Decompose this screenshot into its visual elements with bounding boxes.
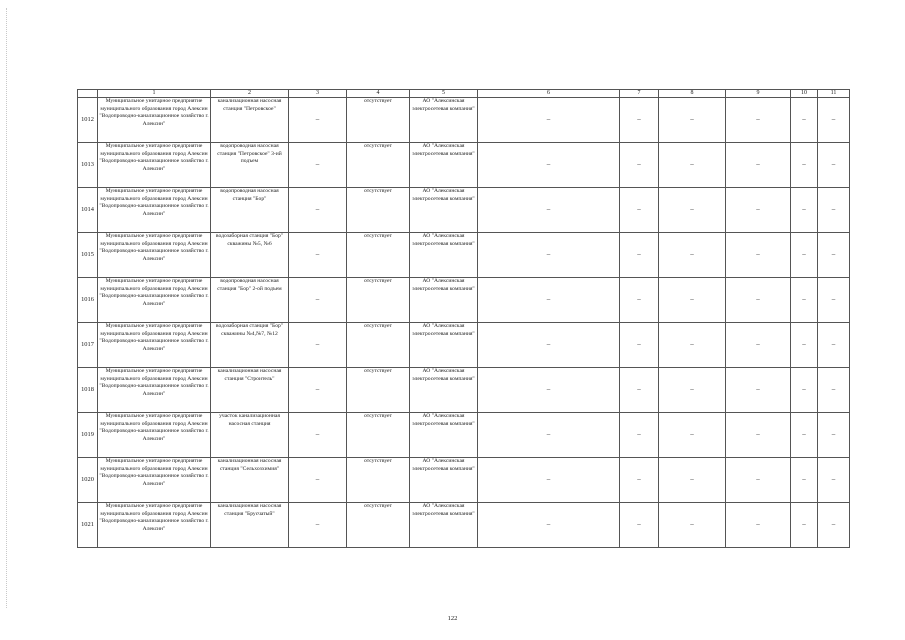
col3-cell: – xyxy=(289,233,347,278)
header-cell: 4 xyxy=(347,90,410,98)
col8-cell: – xyxy=(659,323,726,368)
col6-cell: – xyxy=(478,98,620,143)
organization-cell: Муниципальное унитарное предприятие муниципального образования город Алексин "Водопроводно-канализационное хозяйство г. Алексин" xyxy=(98,368,211,413)
col10-cell: – xyxy=(791,368,818,413)
col4-cell: отсутствует xyxy=(347,143,410,188)
row-number: 1016 xyxy=(78,278,98,323)
col10-cell: – xyxy=(791,503,818,548)
col6-cell: – xyxy=(478,188,620,233)
object-cell: водозаборная станция "Бор" скважины №5, №6 xyxy=(211,233,289,278)
col8-cell: – xyxy=(659,143,726,188)
col7-cell: – xyxy=(620,413,659,458)
col3-cell: – xyxy=(289,458,347,503)
col9-cell: – xyxy=(726,368,791,413)
col3-cell: – xyxy=(289,503,347,548)
col11-cell: – xyxy=(818,278,850,323)
object-cell: водопроводная насосная станция "Петровское" 3-ий подъем xyxy=(211,143,289,188)
supplier-cell: АО "Алексинская электросетевая компания" xyxy=(410,233,478,278)
header-cell: 7 xyxy=(620,90,659,98)
col11-cell: – xyxy=(818,458,850,503)
row-number: 1012 xyxy=(78,98,98,143)
organization-cell: Муниципальное унитарное предприятие муниципального образования город Алексин "Водопроводно-канализационное хозяйство г. Алексин" xyxy=(98,503,211,548)
supplier-cell: АО "Алексинская электросетевая компания" xyxy=(410,188,478,233)
col10-cell: – xyxy=(791,98,818,143)
supplier-cell: АО "Алексинская электросетевая компания" xyxy=(410,98,478,143)
table-header-row xyxy=(78,90,850,98)
header-cell: 11 xyxy=(818,90,850,98)
table-row xyxy=(78,98,850,143)
col3-cell: – xyxy=(289,188,347,233)
table-row xyxy=(78,368,850,413)
col8-cell: – xyxy=(659,233,726,278)
organization-cell: Муниципальное унитарное предприятие муниципального образования город Алексин "Водопроводно-канализационное хозяйство г. Алексин" xyxy=(98,188,211,233)
col11-cell: – xyxy=(818,98,850,143)
col4-cell: отсутствует xyxy=(347,278,410,323)
col6-cell: – xyxy=(478,413,620,458)
col8-cell: – xyxy=(659,413,726,458)
row-number: 1014 xyxy=(78,188,98,233)
object-cell: канализационная насосная станция "Сельхозхимия" xyxy=(211,458,289,503)
header-cell-blank xyxy=(78,90,98,98)
organization-cell: Муниципальное унитарное предприятие муниципального образования город Алексин "Водопроводно-канализационное хозяйство г. Алексин" xyxy=(98,143,211,188)
col3-cell: – xyxy=(289,143,347,188)
organization-cell: Муниципальное унитарное предприятие муниципального образования город Алексин "Водопроводно-канализационное хозяйство г. Алексин" xyxy=(98,233,211,278)
col4-cell: отсутствует xyxy=(347,368,410,413)
col7-cell: – xyxy=(620,188,659,233)
supplier-cell: АО "Алексинская электросетевая компания" xyxy=(410,278,478,323)
table-row xyxy=(78,413,850,458)
supplier-cell: АО "Алексинская электросетевая компания" xyxy=(410,368,478,413)
col9-cell: – xyxy=(726,98,791,143)
col9-cell: – xyxy=(726,323,791,368)
table-row xyxy=(78,458,850,503)
col11-cell: – xyxy=(818,368,850,413)
col11-cell: – xyxy=(818,143,850,188)
col4-cell: отсутствует xyxy=(347,323,410,368)
col10-cell: – xyxy=(791,278,818,323)
col7-cell: – xyxy=(620,458,659,503)
row-number: 1020 xyxy=(78,458,98,503)
header-cell: 2 xyxy=(211,90,289,98)
object-cell: канализационная насосная станция "Брусчатый" xyxy=(211,503,289,548)
object-cell: канализационная насосная станция "Строитель" xyxy=(211,368,289,413)
col10-cell: – xyxy=(791,458,818,503)
table-row xyxy=(78,323,850,368)
organization-cell: Муниципальное унитарное предприятие муниципального образования город Алексин "Водопроводно-канализационное хозяйство г. Алексин" xyxy=(98,413,211,458)
col9-cell: – xyxy=(726,278,791,323)
col8-cell: – xyxy=(659,278,726,323)
supplier-cell: АО "Алексинская электросетевая компания" xyxy=(410,323,478,368)
col7-cell: – xyxy=(620,143,659,188)
col9-cell: – xyxy=(726,503,791,548)
col4-cell: отсутствует xyxy=(347,188,410,233)
organization-cell: Муниципальное унитарное предприятие муниципального образования город Алексин "Водопроводно-канализационное хозяйство г. Алексин" xyxy=(98,98,211,143)
col11-cell: – xyxy=(818,188,850,233)
col4-cell: отсутствует xyxy=(347,413,410,458)
header-cell: 9 xyxy=(726,90,791,98)
col4-cell: отсутствует xyxy=(347,503,410,548)
col11-cell: – xyxy=(818,503,850,548)
col7-cell: – xyxy=(620,323,659,368)
organization-cell: Муниципальное унитарное предприятие муниципального образования город Алексин "Водопроводно-канализационное хозяйство г. Алексин" xyxy=(98,278,211,323)
col3-cell: – xyxy=(289,323,347,368)
col11-cell: – xyxy=(818,323,850,368)
col3-cell: – xyxy=(289,413,347,458)
supplier-cell: АО "Алексинская электросетевая компания" xyxy=(410,458,478,503)
header-cell: 6 xyxy=(478,90,620,98)
col11-cell: – xyxy=(818,233,850,278)
col6-cell: – xyxy=(478,368,620,413)
col7-cell: – xyxy=(620,503,659,548)
row-number: 1018 xyxy=(78,368,98,413)
registry-table xyxy=(77,89,850,548)
col3-cell: – xyxy=(289,278,347,323)
page-number: 122 xyxy=(447,615,458,622)
supplier-cell: АО "Алексинская электросетевая компания" xyxy=(410,503,478,548)
col10-cell: – xyxy=(791,188,818,233)
table-row xyxy=(78,143,850,188)
header-cell: 10 xyxy=(791,90,818,98)
col6-cell: – xyxy=(478,143,620,188)
object-cell: водопроводная насосная станция "Бор" 2-ой подъем xyxy=(211,278,289,323)
table-row xyxy=(78,233,850,278)
col9-cell: – xyxy=(726,143,791,188)
object-cell: водопроводная насосная станция "Бор" xyxy=(211,188,289,233)
col7-cell: – xyxy=(620,98,659,143)
col8-cell: – xyxy=(659,188,726,233)
col10-cell: – xyxy=(791,323,818,368)
col9-cell: – xyxy=(726,413,791,458)
table-row xyxy=(78,503,850,548)
col9-cell: – xyxy=(726,233,791,278)
col8-cell: – xyxy=(659,368,726,413)
row-number: 1017 xyxy=(78,323,98,368)
header-cell: 8 xyxy=(659,90,726,98)
col6-cell: – xyxy=(478,323,620,368)
object-cell: канализационная насосная станция "Петровское" xyxy=(211,98,289,143)
col3-cell: – xyxy=(289,98,347,143)
header-cell: 5 xyxy=(410,90,478,98)
object-cell: водозаборная станция "Бор" скважины №4,№7, №12 xyxy=(211,323,289,368)
object-cell: участок канализационная насосная станция xyxy=(211,413,289,458)
col6-cell: – xyxy=(478,503,620,548)
table-row xyxy=(78,188,850,233)
col7-cell: – xyxy=(620,278,659,323)
col6-cell: – xyxy=(478,233,620,278)
col7-cell: – xyxy=(620,233,659,278)
col3-cell: – xyxy=(289,368,347,413)
col7-cell: – xyxy=(620,368,659,413)
row-number: 1019 xyxy=(78,413,98,458)
col10-cell: – xyxy=(791,143,818,188)
col4-cell: отсутствует xyxy=(347,98,410,143)
col11-cell: – xyxy=(818,413,850,458)
header-cell: 1 xyxy=(98,90,211,98)
col8-cell: – xyxy=(659,98,726,143)
col10-cell: – xyxy=(791,413,818,458)
table-row xyxy=(78,278,850,323)
col10-cell: – xyxy=(791,233,818,278)
col4-cell: отсутствует xyxy=(347,458,410,503)
row-number: 1015 xyxy=(78,233,98,278)
col4-cell: отсутствует xyxy=(347,233,410,278)
supplier-cell: АО "Алексинская электросетевая компания" xyxy=(410,413,478,458)
row-number: 1013 xyxy=(78,143,98,188)
col6-cell: – xyxy=(478,278,620,323)
organization-cell: Муниципальное унитарное предприятие муниципального образования город Алексин "Водопроводно-канализационное хозяйство г. Алексин" xyxy=(98,458,211,503)
col9-cell: – xyxy=(726,188,791,233)
col8-cell: – xyxy=(659,503,726,548)
scan-margin-marks xyxy=(6,8,9,608)
supplier-cell: АО "Алексинская электросетевая компания" xyxy=(410,143,478,188)
organization-cell: Муниципальное унитарное предприятие муниципального образования город Алексин "Водопроводно-канализационное хозяйство г. Алексин" xyxy=(98,323,211,368)
header-cell: 3 xyxy=(289,90,347,98)
col9-cell: – xyxy=(726,458,791,503)
col6-cell: – xyxy=(478,458,620,503)
col8-cell: – xyxy=(659,458,726,503)
row-number: 1021 xyxy=(78,503,98,548)
